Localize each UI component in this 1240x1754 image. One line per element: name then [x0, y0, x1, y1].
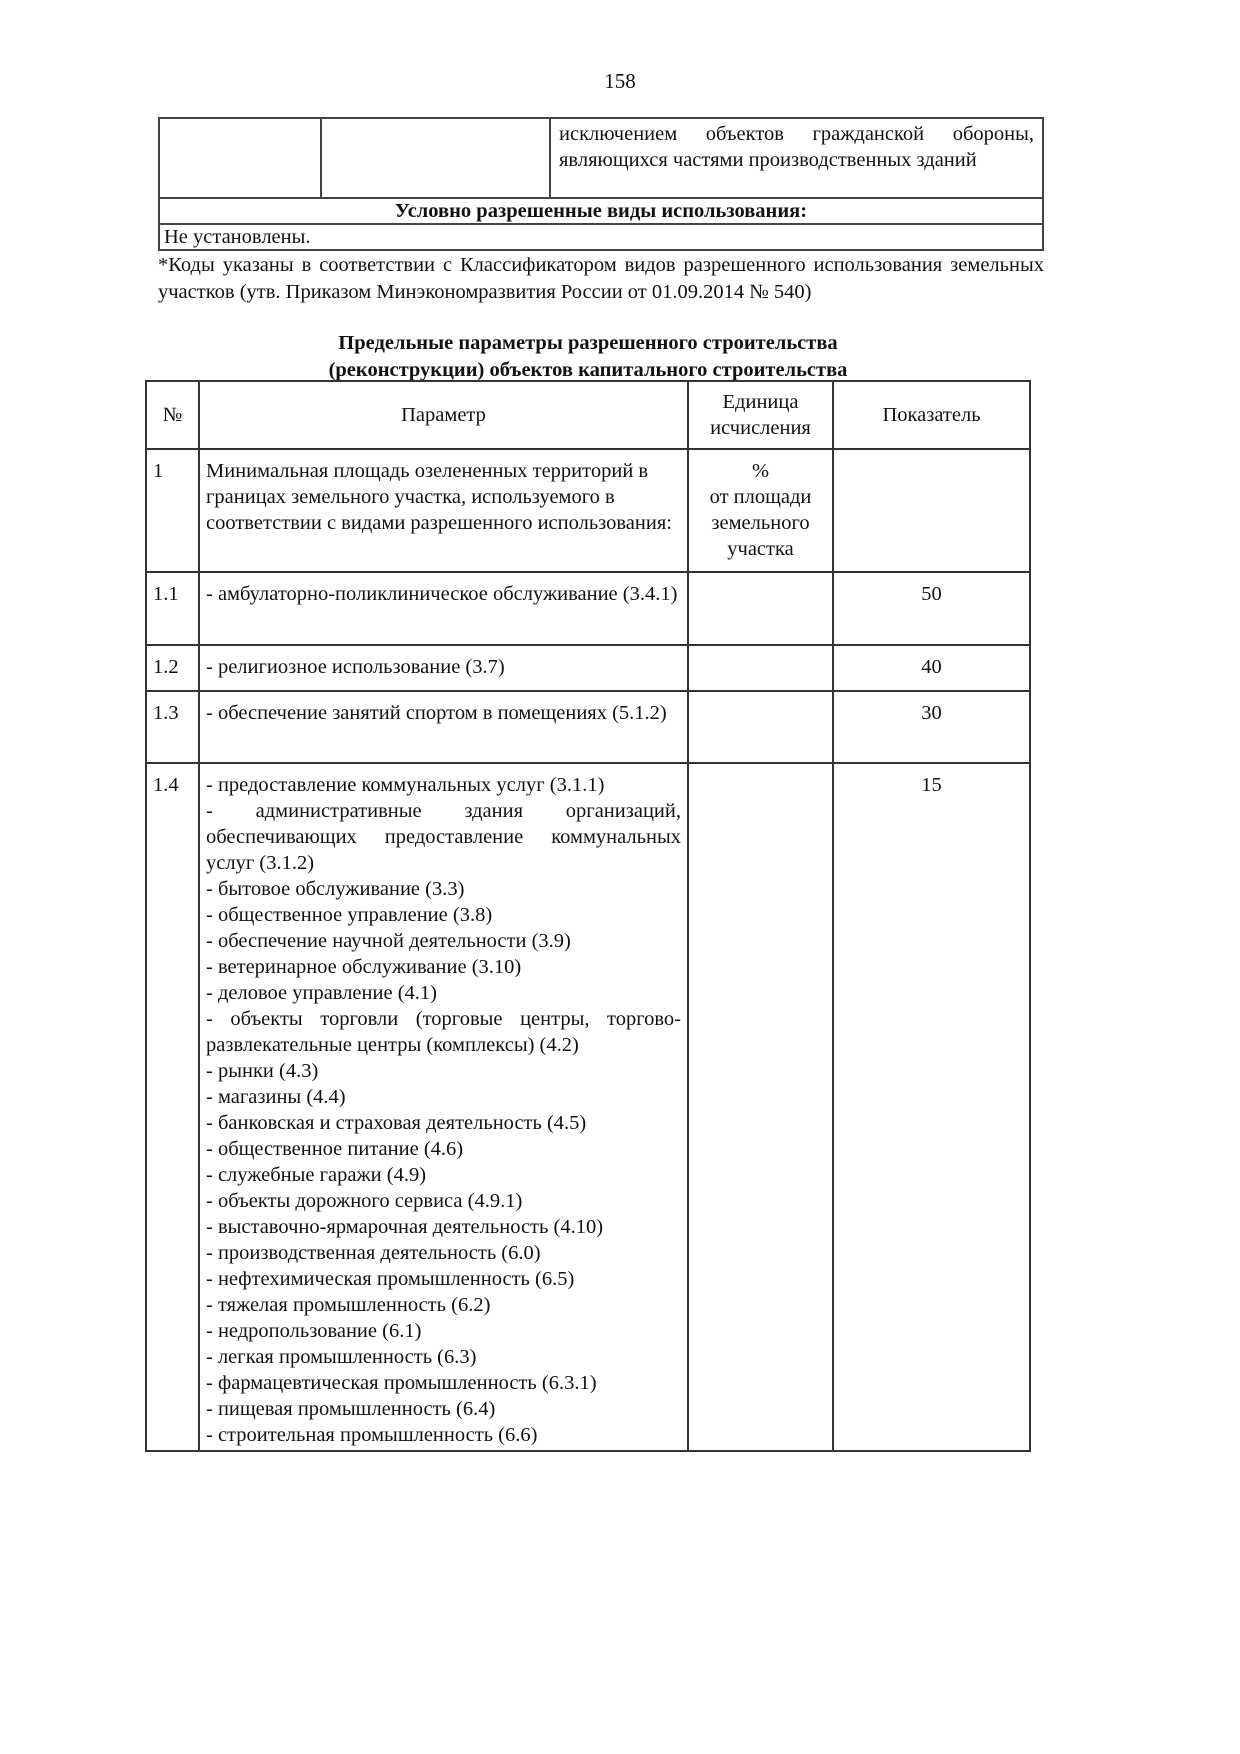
- list-item: - тяжелая промышленность (6.2): [206, 1294, 491, 1316]
- param-text: Минимальная площадь озелененных территорий в границах земельного участка, используемого в соответствии с видами разрешенного использования:: [199, 449, 688, 572]
- column-header-unit: [688, 381, 833, 449]
- description-line: являющихся частями производственных зданий: [559, 149, 977, 171]
- value-cell: 15: [833, 763, 1030, 1451]
- list-item: - недропользование (6.1): [206, 1320, 422, 1342]
- column-header-value: Показатель: [833, 381, 1030, 449]
- list-item: - нефтехимическая промышленность (6.5): [206, 1268, 575, 1290]
- construction-parameters-table: [145, 380, 1031, 1452]
- empty-cell: [321, 118, 550, 198]
- unit-line: от площади: [709, 486, 812, 508]
- unit-cell: [688, 449, 833, 572]
- page-number: 158: [604, 69, 636, 93]
- list-item: - рынки (4.3): [206, 1060, 319, 1082]
- empty-cell: [159, 118, 321, 198]
- list-item: - строительная промышленность (6.6): [206, 1424, 538, 1446]
- header-line: Единица: [722, 391, 799, 413]
- section-title-line: (реконструкции) объектов капитального строительства: [328, 359, 848, 381]
- row-number: 1: [146, 449, 199, 572]
- value-cell: [833, 449, 1030, 572]
- param-list-cell: [199, 763, 688, 1451]
- list-item: услуг (3.1.2): [206, 852, 315, 874]
- list-item: - объекты дорожного сервиса (4.9.1): [206, 1190, 523, 1212]
- list-item: - производственная деятельность (6.0): [206, 1242, 541, 1264]
- list-item: - выставочно-ярмарочная деятельность (4.10): [206, 1216, 604, 1238]
- table-row: [146, 449, 1030, 572]
- section-title: [145, 330, 1031, 384]
- conditional-uses-value: Не установлены.: [159, 224, 1043, 250]
- table-row: [159, 224, 1043, 250]
- unit-line: земельного: [711, 512, 810, 534]
- value-cell: 30: [833, 691, 1030, 763]
- row-number: 1.4: [146, 763, 199, 1451]
- value-cell: 50: [833, 572, 1030, 645]
- conditional-uses-heading: Условно разрешенные виды использования:: [159, 198, 1043, 224]
- unit-cell: [688, 645, 833, 691]
- description-line: исключением объектов гражданской обороны,: [559, 123, 1034, 145]
- column-header-num: №: [146, 381, 199, 449]
- unit-cell: [688, 763, 833, 1451]
- table-row: [159, 118, 1043, 198]
- table-row: [146, 763, 1030, 1451]
- unit-line: %: [751, 460, 770, 482]
- list-item: обеспечивающих предоставление коммунальных: [206, 826, 681, 848]
- table-header-row: [146, 381, 1030, 449]
- row-number: 1.3: [146, 691, 199, 763]
- list-item: - ветеринарное обслуживание (3.10): [206, 956, 522, 978]
- param-text: - религиозное использование (3.7): [199, 645, 688, 691]
- list-item: - бытовое обслуживание (3.3): [206, 878, 465, 900]
- list-item: - общественное питание (4.6): [206, 1138, 464, 1160]
- row-number: 1.1: [146, 572, 199, 645]
- permitted-use-table-continuation: [158, 117, 1044, 251]
- list-item: - банковская и страховая деятельность (4.5): [206, 1112, 587, 1134]
- table-row: [146, 645, 1030, 691]
- list-item: развлекательные центры (комплексы) (4.2): [206, 1034, 579, 1056]
- list-item: - пищевая промышленность (6.4): [206, 1398, 496, 1420]
- row-number: 1.2: [146, 645, 199, 691]
- use-description-cell: [550, 118, 1043, 198]
- list-item: - служебные гаражи (4.9): [206, 1164, 427, 1186]
- list-item: - магазины (4.4): [206, 1086, 346, 1108]
- param-text: - обеспечение занятий спортом в помещениях (5.1.2): [199, 691, 688, 763]
- unit-cell: [688, 572, 833, 645]
- unit-line: участка: [727, 538, 794, 560]
- list-item: - деловое управление (4.1): [206, 982, 437, 1004]
- list-item: - общественное управление (3.8): [206, 904, 493, 926]
- section-title-line: Предельные параметры разрешенного строительства: [338, 332, 838, 354]
- header-line: исчисления: [710, 417, 811, 439]
- list-item: - фармацевтическая промышленность (6.3.1): [206, 1372, 597, 1394]
- table-row: [146, 572, 1030, 645]
- list-item: - обеспечение научной деятельности (3.9): [206, 930, 571, 952]
- param-text: - амбулаторно-поликлиническое обслуживание (3.4.1): [199, 572, 688, 645]
- classifier-footnote: *Коды указаны в соответствии с Классификатором видов разрешенного использования земельных участков (утв. Приказом Минэкономразвития России от 01.09.2014 № 540): [158, 254, 1044, 303]
- table-row: [146, 691, 1030, 763]
- value-cell: 40: [833, 645, 1030, 691]
- list-item: - предоставление коммунальных услуг (3.1.1): [206, 774, 605, 796]
- table-row: [159, 198, 1043, 224]
- column-header-param: Параметр: [199, 381, 688, 449]
- list-item: - административные здания организаций,: [206, 800, 681, 822]
- list-item: - легкая промышленность (6.3): [206, 1346, 477, 1368]
- list-item: - объекты торговли (торговые центры, торгово-: [206, 1008, 681, 1030]
- unit-cell: [688, 691, 833, 763]
